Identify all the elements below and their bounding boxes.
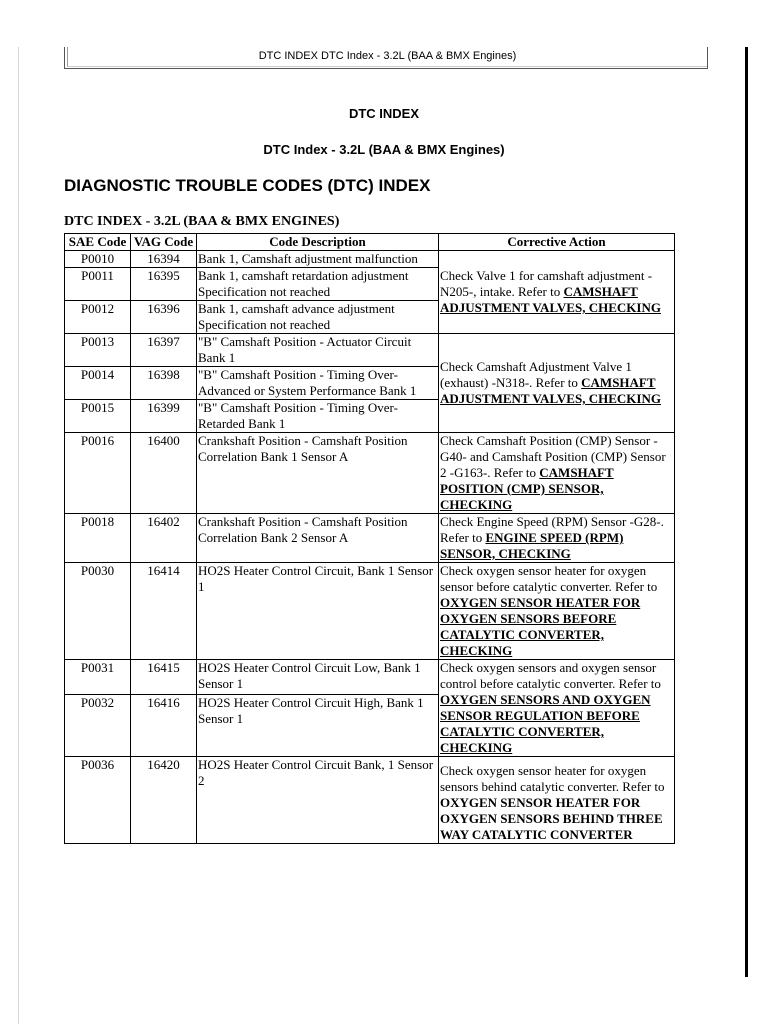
vag-code: 16420: [131, 757, 197, 844]
action-reference-link[interactable]: CAMSHAFT ADJUSTMENT VALVES, CHECKING: [440, 375, 661, 406]
corrective-action: [439, 514, 675, 563]
sae-code: P0010: [65, 251, 131, 268]
sae-code: P0016: [65, 433, 131, 514]
table-row: [65, 563, 675, 660]
corrective-action: [439, 660, 675, 757]
section-heading: DIAGNOSTIC TROUBLE CODES (DTC) INDEX: [64, 176, 431, 195]
dtc-table: [64, 233, 675, 844]
code-description: Bank 1, camshaft retardation adjustment Specification not reached: [197, 268, 439, 301]
table-header-row: [65, 234, 675, 251]
corrective-action: [439, 757, 675, 844]
code-description: Bank 1, Camshaft adjustment malfunction: [197, 251, 439, 268]
code-description: "B" Camshaft Position - Timing Over-Advanced or System Performance Bank 1: [197, 367, 439, 400]
sae-code: P0018: [65, 514, 131, 563]
sae-code: P0012: [65, 301, 131, 334]
vag-code: 16398: [131, 367, 197, 400]
code-description: Bank 1, camshaft advance adjustment Specification not reached: [197, 301, 439, 334]
vag-code: 16414: [131, 563, 197, 660]
corrective-action: [439, 563, 675, 660]
action-text: Check oxygen sensor heater for oxygen sensor before catalytic converter. Refer to: [440, 563, 658, 594]
vag-code: 16402: [131, 514, 197, 563]
vag-code: 16396: [131, 301, 197, 334]
vag-code: 16394: [131, 251, 197, 268]
code-description: "B" Camshaft Position - Timing Over-Retarded Bank 1: [197, 400, 439, 433]
action-reference-link[interactable]: OXYGEN SENSOR HEATER FOR OXYGEN SENSORS BEFORE CATALYTIC CONVERTER, CHECKING: [440, 595, 641, 658]
corrective-action: [439, 334, 675, 433]
table-title: DTC INDEX - 3.2L (BAA & BMX ENGINES): [64, 214, 340, 229]
sae-code: P0014: [65, 367, 131, 400]
header-code-description: Code Description: [197, 234, 439, 251]
action-reference-link[interactable]: CAMSHAFT POSITION (CMP) SENSOR, CHECKING: [440, 465, 614, 512]
sae-code: P0036: [65, 757, 131, 844]
action-text: Check oxygen sensor heater for oxygen sensors behind catalytic converter. Refer to: [440, 763, 665, 794]
action-text: Check Camshaft Position (CMP) Sensor -G40- and Camshaft Position (CMP) Sensor 2 -G163-. Refer to: [440, 433, 666, 480]
right-margin-rule: [745, 47, 748, 977]
code-description: HO2S Heater Control Circuit Bank, 1 Sensor 2: [197, 757, 439, 844]
vag-code: 16399: [131, 400, 197, 433]
sae-code: P0015: [65, 400, 131, 433]
table-row: [65, 757, 675, 844]
action-reference-link[interactable]: CAMSHAFT ADJUSTMENT VALVES, CHECKING: [440, 284, 661, 315]
code-description: HO2S Heater Control Circuit High, Bank 1 Sensor 1: [197, 695, 439, 757]
table-row: [65, 251, 675, 268]
action-text: Check Valve 1 for camshaft adjustment -N205-, intake. Refer to: [440, 268, 653, 299]
action-reference-link[interactable]: OXYGEN SENSOR HEATER FOR OXYGEN SENSORS BEHIND THREE WAY CATALYTIC CONVERTER: [440, 795, 663, 842]
table-row: [65, 334, 675, 367]
action-text: Check Camshaft Adjustment Valve 1 (exhaust) -N318-. Refer to: [440, 359, 632, 390]
code-description: Crankshaft Position - Camshaft Position Correlation Bank 2 Sensor A: [197, 514, 439, 563]
code-description: Crankshaft Position - Camshaft Position Correlation Bank 1 Sensor A: [197, 433, 439, 514]
header-sae-code: SAE Code: [65, 234, 131, 251]
header-vag-code: VAG Code: [131, 234, 197, 251]
vag-code: 16416: [131, 695, 197, 757]
doc-subtitle: DTC Index - 3.2L (BAA & BMX Engines): [263, 142, 505, 157]
action-text: Check oxygen sensors and oxygen sensor control before catalytic converter. Refer to: [440, 660, 661, 691]
corrective-action: [439, 433, 675, 514]
table-row: [65, 433, 675, 514]
corrective-action: [439, 251, 675, 334]
vag-code: 16397: [131, 334, 197, 367]
page-header: [64, 47, 708, 69]
code-description: HO2S Heater Control Circuit Low, Bank 1 Sensor 1: [197, 660, 439, 695]
sae-code: P0031: [65, 660, 131, 695]
sae-code: P0030: [65, 563, 131, 660]
vag-code: 16395: [131, 268, 197, 301]
header-corrective-action: Corrective Action: [439, 234, 675, 251]
sae-code: P0032: [65, 695, 131, 757]
sae-code: P0013: [65, 334, 131, 367]
action-reference-link[interactable]: ENGINE SPEED (RPM) SENSOR, CHECKING: [440, 530, 624, 561]
table-row: [65, 660, 675, 695]
table-row: [65, 514, 675, 563]
code-description: HO2S Heater Control Circuit, Bank 1 Sensor 1: [197, 563, 439, 660]
vag-code: 16400: [131, 433, 197, 514]
doc-title: DTC INDEX: [348, 106, 420, 121]
code-description: "B" Camshaft Position - Actuator Circuit Bank 1: [197, 334, 439, 367]
action-text: Check Engine Speed (RPM) Sensor -G28-. Refer to: [440, 514, 664, 545]
page-header-text: DTC INDEX DTC Index - 3.2L (BAA & BMX Engines): [67, 47, 707, 67]
sae-code: P0011: [65, 268, 131, 301]
left-margin-rule: [18, 47, 19, 1024]
action-reference-link[interactable]: OXYGEN SENSORS AND OXYGEN SENSOR REGULATION BEFORE CATALYTIC CONVERTER, CHECKING: [440, 692, 651, 755]
vag-code: 16415: [131, 660, 197, 695]
